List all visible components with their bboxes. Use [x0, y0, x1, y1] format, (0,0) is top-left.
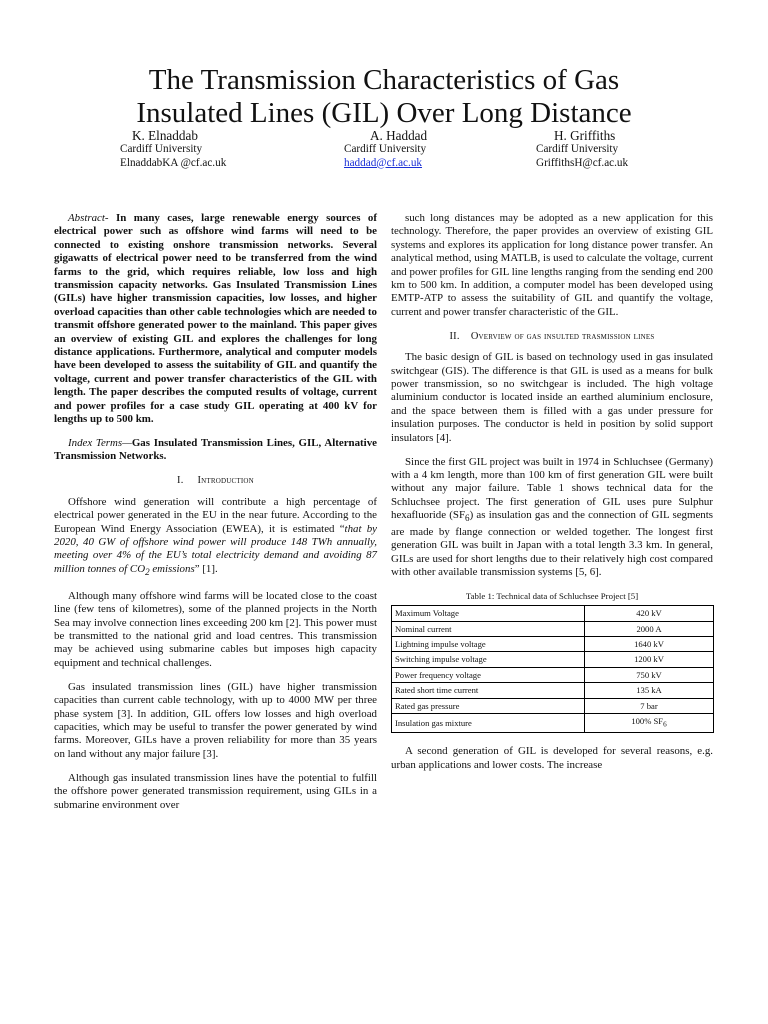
- title-line-2: Insulated Lines (GIL) Over Long Distance: [136, 97, 632, 129]
- table-caption: Table 1: Technical data of Schluchsee Project [5]: [465, 590, 639, 601]
- table-row: [392, 637, 714, 652]
- table-row: [392, 714, 714, 733]
- param-cell: Nominal current: [392, 621, 585, 636]
- section-title: Introduction: [197, 475, 254, 487]
- param-cell: Lightning impulse voltage: [392, 637, 585, 652]
- value-cell: 1200 kV: [585, 652, 714, 667]
- table-row: [392, 652, 714, 667]
- sf6-subscript: 6: [465, 513, 470, 524]
- author-name: H. Griffiths: [554, 128, 616, 143]
- table-row: [392, 683, 714, 698]
- intro-paragraph-2: Although many offshore wind farms will be located close to the coast line (few tens of kilometres), some of the planned projects in the North Sea may involve connection lines exceeding 200 km [2]. This power must be transmitted to the national grid and load centres. This transmission may be achieved using submarine cables but imposes high capacity equipment and technical challenges.: [54, 589, 377, 669]
- section-number: II.: [449, 330, 460, 342]
- overview-paragraph-2: [391, 456, 713, 580]
- param-cell: Rated short time current: [392, 683, 585, 698]
- author-email-link[interactable]: [234, 157, 434, 171]
- intro-paragraph-5: such long distances may be adopted as a new application for this technology. Therefore, the paper provides an overview of existing GIL systems and explores its application for long distance power transfer. An analytical method, using MATLB, is used to calculate the voltage, current and power profiles for GIL line lengths ranging from the sending end 200 km to 500 km. In addition, a computer model has been developed using EMTP-ATP to assess the suitability of GIL and quantify the voltage, current and power transfer characteristic of the GIL.: [391, 212, 713, 318]
- value-cell: 1640 kV: [585, 637, 714, 652]
- quote-text-end: emissions: [149, 562, 195, 575]
- abstract-text: In many cases, large renewable energy sources of electrical power such as offshore wind farms will need to be connected to existing onshore transmission networks. Several gigawatts of electrical power need to be transferred from the wind farms to the grid, which requires reliable, low loss and high transmission capacity networks. Gas Insulated Transmission Lines (GILs) have higher transmission capacities, low losses, and higher overload capacities than other cable technologies which are needed to transmit offshore generated power to the mainland. This paper gives an overview of existing GIL and explores the challenges for long distance applications. Furthermore, analytical and computer models have been developed to assess the suitability of GIL and quantify the voltage, current and power transfer characteristics of the GIL with length. The paper describes the computed results of voltage, current and power profiles for a case study GIL operating at 400 kV for lengths up to 500 km.: [54, 212, 377, 426]
- section-heading-introduction: [54, 474, 377, 487]
- abstract: [54, 212, 377, 427]
- value-cell: 420 kV: [585, 606, 714, 621]
- index-terms-text: Gas Insulated Transmission Lines, GIL, Alternative Transmission Networks.: [54, 437, 377, 463]
- author-email: ElnaddabKA @cf.ac.uk: [120, 156, 227, 169]
- param-cell: Insulation gas mixture: [392, 714, 585, 733]
- section-heading-overview: [391, 330, 713, 343]
- sf6-subscript: 6: [663, 720, 667, 729]
- table-row: [392, 698, 714, 713]
- intro-paragraph-3: Gas insulated transmission lines (GIL) have higher transmission capacities than current cable technology, with up to 4000 MW per three phase system [3]. In addition, GIL offers low losses and high overload capacities, which may be useful to transfer the power generated by wind farms. Moreover, GILs have a proven reliability for more than 35 years on land without any major failure [3].: [54, 680, 377, 760]
- co2-subscript: 2: [145, 566, 150, 577]
- title-line-1: The Transmission Characteristics of Gas: [148, 64, 620, 96]
- author-name: K. Elnaddab: [132, 128, 198, 143]
- intro-text: Offshore wind generation will contribute a high percentage of electrical power generated in the EU in the near future. According to the European Wind Energy Association (EWEA), it is estimated “: [54, 495, 377, 535]
- author-affiliation: Cardiff University: [536, 143, 619, 155]
- email-link[interactable]: haddad@cf.ac.uk: [344, 156, 423, 169]
- param-cell: Power frequency voltage: [392, 667, 585, 682]
- technical-data-table: [391, 605, 714, 733]
- value-cell: 2000 A: [585, 621, 714, 636]
- param-cell: Rated gas pressure: [392, 698, 585, 713]
- abstract-label: Abstract-: [68, 212, 109, 224]
- citation: ” [1].: [194, 562, 218, 575]
- index-terms-label: Index Terms—: [68, 437, 132, 449]
- left-column: [54, 212, 377, 822]
- param-cell: Switching impulse voltage: [392, 652, 585, 667]
- section-title: Overview of gas insulted trasmission lines: [470, 330, 655, 342]
- author-3: [424, 128, 629, 170]
- quote-text: that by 2020, 40 GW of offshore wind power will produce 148 TWh annually, meeting over 4% of the EU’s total electricity demand and avoiding 87 million tonnes of CO: [54, 522, 378, 575]
- author-affiliation: Cardiff University: [120, 143, 203, 155]
- overview-paragraph-3: A second generation of GIL is developed for several reasons, e.g. urban applications and lower costs. The increase: [391, 745, 713, 771]
- overview-text-cont: ) as insulation gas and the connection of GIL segments are made by flange connection or welded together. The longest first generation GIL was built in Japan with a total length 3.3 km. In general, GILs are used for short lengths due to their relatively high cost compared with other available transmission systems [5, 6].: [391, 509, 714, 578]
- overview-paragraph-1: The basic design of GIL is based on technology used in gas insulated switchgear (GIS). The difference is that GIL is used as a means for bulk power transmission, so no switchgear is included. The high voltage aluminium conductor is located inside an earthed aluminium enclosure, and the space between them is filled with a gas under pressure for insulation purposes. The conductor is held in position by solid support insulators [4].: [391, 351, 713, 444]
- value-cell: 135 kA: [585, 683, 714, 698]
- value-cell: [585, 714, 714, 733]
- author-name: A. Haddad: [370, 128, 428, 143]
- author-affiliation: Cardiff University: [344, 143, 427, 155]
- table-row: [392, 606, 714, 621]
- author-2: [234, 128, 434, 170]
- author-email: GriffithsH@cf.ac.uk: [536, 156, 629, 169]
- section-number: I.: [177, 475, 184, 487]
- table-row: [392, 667, 714, 682]
- paper-title: [0, 64, 768, 130]
- index-terms: [54, 437, 377, 464]
- value-cell: 750 kV: [585, 667, 714, 682]
- intro-paragraph-1: [54, 496, 377, 580]
- overview-text: Since the first GIL project was built in 1974 in Schluchsee (Germany) with a 4 km length, more than 100 km of first generation GIL were built without any major failure. Table 1 shows technical data for the Schluchsee project. The first generation of GIL uses pure Sulphur hexafluoride (SF: [391, 455, 713, 522]
- intro-paragraph-4: Although gas insulated transmission lines have the potential to fulfill the offshore power generated transmission requirement, using GILs in a submarine environment over: [54, 771, 377, 811]
- table-row: [392, 621, 714, 636]
- value-text: 100% SF: [631, 716, 664, 727]
- right-column: [391, 212, 713, 783]
- param-cell: Maximum Voltage: [392, 606, 585, 621]
- value-cell: 7 bar: [585, 698, 714, 713]
